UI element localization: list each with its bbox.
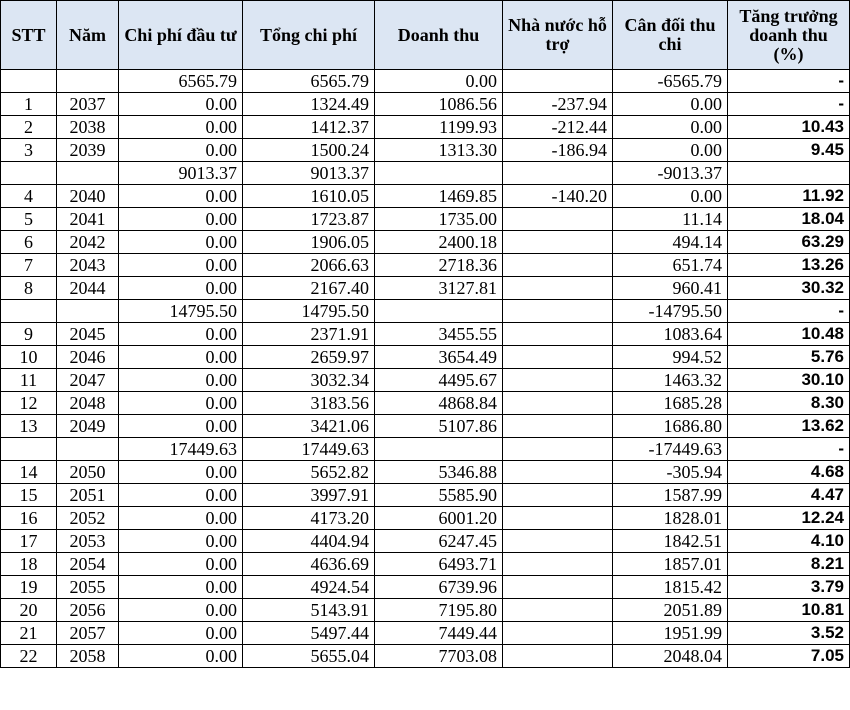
- cell-balance: 1083.64: [613, 323, 728, 346]
- table-row: [1, 599, 850, 622]
- cell-investment-cost: 0.00: [119, 553, 243, 576]
- table-row: [1, 576, 850, 599]
- cell-year: 2045: [57, 323, 119, 346]
- cell-year: [57, 438, 119, 461]
- cell-state-support: [503, 392, 613, 415]
- table-row: [1, 162, 850, 185]
- cell-balance: 1951.99: [613, 622, 728, 645]
- cell-revenue: 1313.30: [375, 139, 503, 162]
- cell-total-cost: 9013.37: [243, 162, 375, 185]
- cell-year: 2052: [57, 507, 119, 530]
- cell-year: 2037: [57, 93, 119, 116]
- cell-total-cost: 5652.82: [243, 461, 375, 484]
- cell-stt: 11: [1, 369, 57, 392]
- table-row: [1, 93, 850, 116]
- table-row: [1, 507, 850, 530]
- cell-revenue: 3455.55: [375, 323, 503, 346]
- cell-state-support: [503, 484, 613, 507]
- cell-revenue: 6247.45: [375, 530, 503, 553]
- cell-state-support: [503, 208, 613, 231]
- cell-balance: 0.00: [613, 116, 728, 139]
- cell-stt: 8: [1, 277, 57, 300]
- cell-stt: 4: [1, 185, 57, 208]
- cell-balance: 1686.80: [613, 415, 728, 438]
- cell-total-cost: 4404.94: [243, 530, 375, 553]
- cell-revenue-growth: 4.10: [728, 530, 850, 553]
- cell-revenue-growth: 11.92: [728, 185, 850, 208]
- cell-stt: 16: [1, 507, 57, 530]
- table-row: [1, 185, 850, 208]
- cell-revenue-growth: 13.62: [728, 415, 850, 438]
- cell-investment-cost: 0.00: [119, 323, 243, 346]
- table-row: [1, 231, 850, 254]
- cell-balance: 2048.04: [613, 645, 728, 668]
- cell-investment-cost: 0.00: [119, 93, 243, 116]
- cell-state-support: [503, 622, 613, 645]
- cell-total-cost: 17449.63: [243, 438, 375, 461]
- cell-stt: [1, 70, 57, 93]
- cell-revenue: 3654.49: [375, 346, 503, 369]
- cell-year: 2053: [57, 530, 119, 553]
- cell-investment-cost: 0.00: [119, 208, 243, 231]
- cell-total-cost: 1610.05: [243, 185, 375, 208]
- cell-revenue-growth: 10.48: [728, 323, 850, 346]
- cell-year: 2044: [57, 277, 119, 300]
- cell-revenue: 6493.71: [375, 553, 503, 576]
- cell-revenue-growth: 18.04: [728, 208, 850, 231]
- cell-total-cost: 1906.05: [243, 231, 375, 254]
- cell-balance: -9013.37: [613, 162, 728, 185]
- cell-revenue-growth: -: [728, 93, 850, 116]
- header-balance: Cân đối thu chi: [613, 1, 728, 70]
- cell-balance: 994.52: [613, 346, 728, 369]
- cell-balance: -17449.63: [613, 438, 728, 461]
- table-row: [1, 438, 850, 461]
- cell-state-support: [503, 369, 613, 392]
- table-row: [1, 622, 850, 645]
- cell-investment-cost: 0.00: [119, 484, 243, 507]
- cell-total-cost: 1500.24: [243, 139, 375, 162]
- cell-revenue-growth: 13.26: [728, 254, 850, 277]
- cell-revenue-growth: 7.05: [728, 645, 850, 668]
- cell-stt: 12: [1, 392, 57, 415]
- cell-balance: -6565.79: [613, 70, 728, 93]
- cell-state-support: [503, 346, 613, 369]
- cell-revenue-growth: 8.21: [728, 553, 850, 576]
- cell-stt: 13: [1, 415, 57, 438]
- cell-revenue-growth: 4.47: [728, 484, 850, 507]
- cell-revenue-growth: 3.52: [728, 622, 850, 645]
- cell-revenue-growth: 10.81: [728, 599, 850, 622]
- table-row: [1, 392, 850, 415]
- cell-state-support: [503, 277, 613, 300]
- cell-stt: [1, 162, 57, 185]
- cell-balance: 1842.51: [613, 530, 728, 553]
- cell-total-cost: 1723.87: [243, 208, 375, 231]
- cell-year: 2042: [57, 231, 119, 254]
- cell-year: 2058: [57, 645, 119, 668]
- cell-stt: 14: [1, 461, 57, 484]
- table-row: [1, 323, 850, 346]
- cell-revenue: 2718.36: [375, 254, 503, 277]
- cell-revenue: 1086.56: [375, 93, 503, 116]
- cell-investment-cost: 0.00: [119, 461, 243, 484]
- table-row: [1, 645, 850, 668]
- cell-state-support: [503, 507, 613, 530]
- cell-investment-cost: 0.00: [119, 139, 243, 162]
- table-row: [1, 530, 850, 553]
- cell-balance: 1828.01: [613, 507, 728, 530]
- table-row: [1, 415, 850, 438]
- cell-investment-cost: 0.00: [119, 392, 243, 415]
- cell-investment-cost: 0.00: [119, 116, 243, 139]
- cell-state-support: [503, 461, 613, 484]
- cell-revenue: 5346.88: [375, 461, 503, 484]
- cell-state-support: [503, 576, 613, 599]
- cell-revenue: 1735.00: [375, 208, 503, 231]
- cell-stt: 5: [1, 208, 57, 231]
- table-row: [1, 70, 850, 93]
- cell-revenue: 7195.80: [375, 599, 503, 622]
- cell-revenue-growth: 4.68: [728, 461, 850, 484]
- cell-stt: 7: [1, 254, 57, 277]
- cell-investment-cost: 9013.37: [119, 162, 243, 185]
- cell-balance: 0.00: [613, 93, 728, 116]
- cell-stt: 18: [1, 553, 57, 576]
- cell-state-support: [503, 645, 613, 668]
- cell-investment-cost: 0.00: [119, 507, 243, 530]
- cell-year: [57, 162, 119, 185]
- cell-investment-cost: 0.00: [119, 530, 243, 553]
- cell-stt: 19: [1, 576, 57, 599]
- table-row: [1, 277, 850, 300]
- cell-total-cost: 1324.49: [243, 93, 375, 116]
- cell-year: 2050: [57, 461, 119, 484]
- cell-investment-cost: 0.00: [119, 415, 243, 438]
- header-revenue-growth: Tăng trưởng doanh thu (%): [728, 1, 850, 70]
- cell-year: 2057: [57, 622, 119, 645]
- cell-revenue: 7449.44: [375, 622, 503, 645]
- cell-year: 2055: [57, 576, 119, 599]
- cell-revenue-growth: -: [728, 438, 850, 461]
- cell-balance: 494.14: [613, 231, 728, 254]
- table-body: [1, 70, 850, 668]
- cell-state-support: [503, 415, 613, 438]
- cell-year: 2047: [57, 369, 119, 392]
- cell-state-support: -212.44: [503, 116, 613, 139]
- cell-state-support: [503, 254, 613, 277]
- cell-revenue: [375, 438, 503, 461]
- cell-balance: 2051.89: [613, 599, 728, 622]
- cell-revenue: 4868.84: [375, 392, 503, 415]
- cell-state-support: -237.94: [503, 93, 613, 116]
- cell-year: 2040: [57, 185, 119, 208]
- cell-state-support: [503, 438, 613, 461]
- cell-total-cost: 2659.97: [243, 346, 375, 369]
- cell-revenue-growth: 30.32: [728, 277, 850, 300]
- cell-state-support: -186.94: [503, 139, 613, 162]
- cell-balance: 0.00: [613, 139, 728, 162]
- cell-investment-cost: 0.00: [119, 277, 243, 300]
- cell-total-cost: 2371.91: [243, 323, 375, 346]
- cell-total-cost: 4924.54: [243, 576, 375, 599]
- cell-stt: [1, 300, 57, 323]
- cell-stt: 1: [1, 93, 57, 116]
- cell-revenue-growth: 3.79: [728, 576, 850, 599]
- cell-total-cost: 2066.63: [243, 254, 375, 277]
- cell-revenue-growth: [728, 162, 850, 185]
- cell-revenue-growth: 5.76: [728, 346, 850, 369]
- cell-stt: 20: [1, 599, 57, 622]
- cell-state-support: [503, 553, 613, 576]
- cell-balance: 1463.32: [613, 369, 728, 392]
- table-row: [1, 139, 850, 162]
- cell-stt: 15: [1, 484, 57, 507]
- table-row: [1, 461, 850, 484]
- cell-investment-cost: 6565.79: [119, 70, 243, 93]
- cell-investment-cost: 0.00: [119, 576, 243, 599]
- cell-stt: 6: [1, 231, 57, 254]
- header-stt: STT: [1, 1, 57, 70]
- header-revenue: Doanh thu: [375, 1, 503, 70]
- cell-stt: 3: [1, 139, 57, 162]
- cell-total-cost: 3421.06: [243, 415, 375, 438]
- cell-total-cost: 4173.20: [243, 507, 375, 530]
- cell-total-cost: 5143.91: [243, 599, 375, 622]
- table-row: [1, 369, 850, 392]
- cell-revenue-growth: 63.29: [728, 231, 850, 254]
- cell-stt: 9: [1, 323, 57, 346]
- cell-balance: -305.94: [613, 461, 728, 484]
- cell-stt: [1, 438, 57, 461]
- cell-stt: 10: [1, 346, 57, 369]
- header-total-cost: Tổng chi phí: [243, 1, 375, 70]
- cell-total-cost: 3997.91: [243, 484, 375, 507]
- cell-balance: 1857.01: [613, 553, 728, 576]
- cell-year: 2043: [57, 254, 119, 277]
- cell-revenue-growth: -: [728, 300, 850, 323]
- cell-revenue-growth: 30.10: [728, 369, 850, 392]
- cell-revenue-growth: 12.24: [728, 507, 850, 530]
- cell-year: 2046: [57, 346, 119, 369]
- cell-investment-cost: 0.00: [119, 622, 243, 645]
- cell-total-cost: 3183.56: [243, 392, 375, 415]
- cell-investment-cost: 0.00: [119, 346, 243, 369]
- cell-total-cost: 1412.37: [243, 116, 375, 139]
- header-state-support: Nhà nước hỗ trợ: [503, 1, 613, 70]
- cell-state-support: [503, 231, 613, 254]
- table-row: [1, 484, 850, 507]
- header-row: [1, 1, 850, 70]
- cell-state-support: -140.20: [503, 185, 613, 208]
- cell-revenue-growth: 10.43: [728, 116, 850, 139]
- cell-investment-cost: 17449.63: [119, 438, 243, 461]
- cell-stt: 2: [1, 116, 57, 139]
- cell-state-support: [503, 162, 613, 185]
- cell-total-cost: 3032.34: [243, 369, 375, 392]
- cell-investment-cost: 0.00: [119, 231, 243, 254]
- cell-state-support: [503, 323, 613, 346]
- cell-revenue: 0.00: [375, 70, 503, 93]
- cell-balance: 1815.42: [613, 576, 728, 599]
- cell-balance: 0.00: [613, 185, 728, 208]
- cell-revenue: [375, 300, 503, 323]
- cell-stt: 21: [1, 622, 57, 645]
- cell-total-cost: 5497.44: [243, 622, 375, 645]
- cell-revenue: 6001.20: [375, 507, 503, 530]
- cell-investment-cost: 0.00: [119, 599, 243, 622]
- cell-revenue: 1469.85: [375, 185, 503, 208]
- cell-revenue: [375, 162, 503, 185]
- cell-investment-cost: 0.00: [119, 369, 243, 392]
- cell-investment-cost: 0.00: [119, 645, 243, 668]
- cell-balance: 1587.99: [613, 484, 728, 507]
- cell-revenue-growth: 9.45: [728, 139, 850, 162]
- cell-revenue: 5585.90: [375, 484, 503, 507]
- cell-investment-cost: 0.00: [119, 185, 243, 208]
- header-investment-cost: Chi phí đầu tư: [119, 1, 243, 70]
- cell-year: 2039: [57, 139, 119, 162]
- cell-year: 2049: [57, 415, 119, 438]
- cell-stt: 22: [1, 645, 57, 668]
- cell-balance: 960.41: [613, 277, 728, 300]
- table-row: [1, 346, 850, 369]
- cell-year: 2054: [57, 553, 119, 576]
- cell-revenue: 2400.18: [375, 231, 503, 254]
- header-year: Năm: [57, 1, 119, 70]
- table-row: [1, 553, 850, 576]
- cell-balance: 1685.28: [613, 392, 728, 415]
- cell-year: 2051: [57, 484, 119, 507]
- cell-revenue: 7703.08: [375, 645, 503, 668]
- cell-stt: 17: [1, 530, 57, 553]
- table-row: [1, 208, 850, 231]
- cell-balance: -14795.50: [613, 300, 728, 323]
- cell-total-cost: 6565.79: [243, 70, 375, 93]
- cell-year: 2041: [57, 208, 119, 231]
- cell-year: 2038: [57, 116, 119, 139]
- cell-state-support: [503, 530, 613, 553]
- cell-state-support: [503, 300, 613, 323]
- cell-total-cost: 14795.50: [243, 300, 375, 323]
- cell-total-cost: 5655.04: [243, 645, 375, 668]
- cell-state-support: [503, 599, 613, 622]
- cell-revenue: 4495.67: [375, 369, 503, 392]
- cell-total-cost: 4636.69: [243, 553, 375, 576]
- cell-state-support: [503, 70, 613, 93]
- table-row: [1, 116, 850, 139]
- cell-revenue: 5107.86: [375, 415, 503, 438]
- cell-year: [57, 70, 119, 93]
- cell-total-cost: 2167.40: [243, 277, 375, 300]
- cell-revenue: 6739.96: [375, 576, 503, 599]
- cell-revenue: 1199.93: [375, 116, 503, 139]
- cell-investment-cost: 14795.50: [119, 300, 243, 323]
- cell-revenue-growth: 8.30: [728, 392, 850, 415]
- cell-balance: 11.14: [613, 208, 728, 231]
- cell-year: [57, 300, 119, 323]
- cell-revenue: 3127.81: [375, 277, 503, 300]
- cell-revenue-growth: -: [728, 70, 850, 93]
- cell-year: 2048: [57, 392, 119, 415]
- table-row: [1, 300, 850, 323]
- cell-year: 2056: [57, 599, 119, 622]
- cell-balance: 651.74: [613, 254, 728, 277]
- cell-investment-cost: 0.00: [119, 254, 243, 277]
- table-row: [1, 254, 850, 277]
